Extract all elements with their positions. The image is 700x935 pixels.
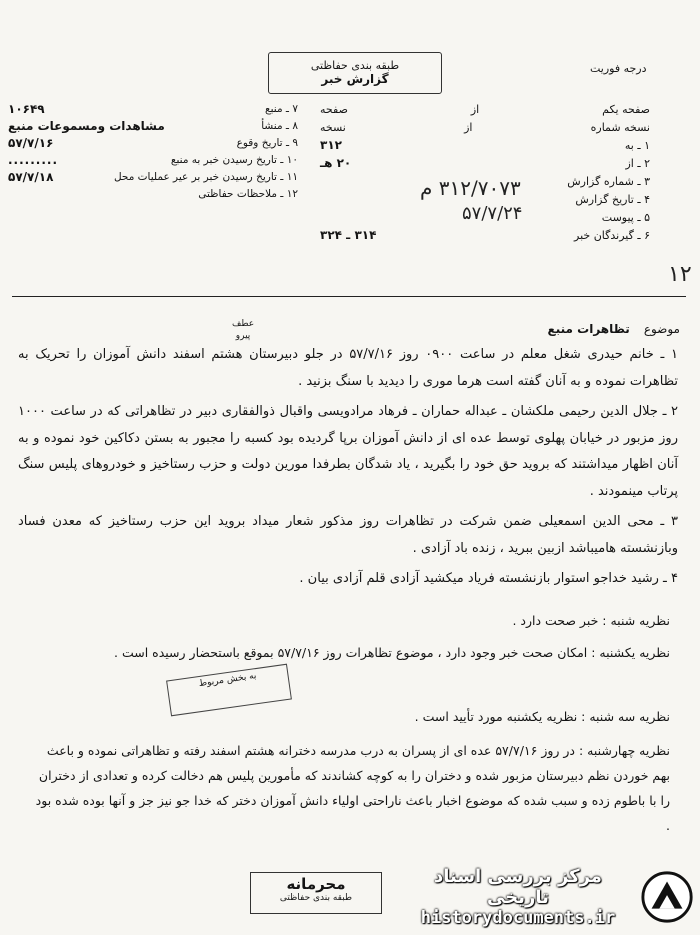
meta-row bbox=[320, 226, 650, 244]
meta-label: ۱ ـ به bbox=[624, 138, 650, 152]
meta-value: ۳۱۲ bbox=[320, 138, 342, 152]
meta-row bbox=[8, 134, 298, 151]
meta-row bbox=[8, 185, 298, 202]
body-paragraph: ۲ ـ جلال الدین رحیمی ملکشان ـ عبداله حماران ـ فرهاد مرادویسی واقبال ذوالفقاری دبیر در تظاهراتی که در ساعت ۱۰۰۰ روز مزبور در خیابان پهلوی توسط عده ای از دانش آموزان برپا گردیده بود کسبه را مجبور به بستن دکاکین خود نموده و به آنان اظهار میداشتند که بروید حق خود را بگیرید ، یاد شدگان بطرفدا مورین دولت و حزب رستاخیز و خودروهای پلیس سنگ پرتاب مینمودند . bbox=[18, 404, 678, 499]
meta-value: ۳۱۴ ـ ۳۲۴ bbox=[320, 228, 377, 242]
opinion-saturday: نظریه شنبه : خبر صحت دارد . bbox=[512, 613, 670, 628]
meta-label: ۸ ـ منشأ bbox=[261, 119, 298, 132]
meta-label: از bbox=[464, 120, 473, 134]
handwritten-report-number: ۳۱۲/۷۰۷۳ م bbox=[420, 176, 521, 200]
meta-label: ۲ ـ از bbox=[625, 156, 650, 170]
meta-row bbox=[8, 151, 298, 168]
meta-value: ۵۷/۷/۱۸ bbox=[8, 169, 54, 184]
priority-label: درجه فوریت bbox=[590, 62, 647, 75]
meta-row bbox=[8, 100, 298, 117]
routing-stamp: به بخش مربوط bbox=[166, 664, 292, 717]
opinion-tuesday: نظریه سه شنبه : نظریه یکشنبه مورد تأیید است . bbox=[414, 709, 670, 724]
subject-label: موضوع bbox=[643, 322, 680, 336]
reference-labels bbox=[232, 318, 254, 342]
subject-value: تظاهرات منبع bbox=[547, 322, 630, 336]
classification-value: محرمانه bbox=[286, 875, 346, 893]
meta-label: ۵ ـ پیوست bbox=[601, 210, 650, 224]
meta-row bbox=[8, 117, 298, 134]
meta-row bbox=[8, 168, 298, 185]
meta-label: ۹ ـ تاریخ وقوع bbox=[236, 136, 298, 149]
meta-label: ۱۲ ـ ملاحظات حفاظتی bbox=[198, 187, 298, 200]
meta-label: ۴ ـ تاریخ گزارش bbox=[575, 192, 650, 206]
meta-left-block bbox=[8, 100, 298, 202]
meta-label: صفحه یکم bbox=[602, 102, 650, 116]
follow-up-label: پیرو bbox=[235, 331, 251, 341]
meta-label: ۱۱ ـ تاریخ رسیدن خبر بر عیر عملیات محل bbox=[113, 170, 298, 183]
copy-count-row bbox=[320, 118, 650, 136]
meta-value: ۵۷/۷/۱۶ bbox=[8, 135, 54, 150]
handwritten-report-date: ۵۷/۷/۲۴ bbox=[462, 203, 523, 224]
reference-label: عطف bbox=[232, 319, 255, 329]
meta-value: مشاهدات ومسموعات منبع bbox=[8, 118, 165, 133]
report-type-title: گزارش خبر bbox=[321, 72, 389, 86]
meta-label: نسخه شماره bbox=[590, 120, 650, 134]
meta-value: ۲۰ هـ bbox=[320, 156, 352, 170]
margin-handwritten-mark: ۱۲ bbox=[668, 262, 692, 287]
body-paragraph: ۳ ـ محی الدین اسمعیلی ضمن شرکت در تظاهرات روز مذکور شعار میداد بروید این حزب رستاخیز که معدن فساد وبازنشسته هامیباشد ازبین ببرید ، زنده باد آزادی . bbox=[18, 514, 678, 556]
classification-label: طبقه بندی حفاظتی bbox=[279, 893, 353, 903]
subject-row bbox=[260, 322, 680, 336]
report-body bbox=[18, 342, 678, 597]
meta-label: نسخه bbox=[320, 120, 346, 134]
meta-label: ۷ ـ منبع bbox=[265, 102, 298, 115]
stamp-classification-label: طبقه بندی حفاظتی bbox=[310, 59, 400, 72]
meta-label: ۱۰ ـ تاریخ رسیدن خبر به منبع bbox=[170, 153, 298, 166]
meta-value: ۱۰۶۴۹ bbox=[8, 101, 45, 116]
meta-row bbox=[320, 154, 650, 172]
classification-stamp bbox=[268, 52, 442, 94]
archive-logo-icon bbox=[640, 869, 694, 925]
opinion-sunday: نظریه یکشنبه : امکان صحت خبر وجود دارد ، موضوع تظاهرات روز ۵۷/۷/۱۶ بموقع باستحضار رسیده است . bbox=[114, 645, 670, 660]
header-divider bbox=[12, 296, 686, 297]
archive-watermark bbox=[404, 866, 694, 928]
body-paragraph: ۱ ـ خانم حیدری شغل معلم در ساعت ۰۹۰۰ روز ۵۷/۷/۱۶ در جلو دبیرستان هشتم اسفند دانش آموزان را تحریک به تظاهرات نموده و به آنان گفته است هرما موری را دیدید با سنگ بزنید . bbox=[18, 347, 678, 389]
meta-label: ۶ ـ گیرندگان خبر bbox=[574, 228, 650, 242]
bottom-classification-stamp bbox=[250, 872, 382, 914]
opinion-wednesday: نظریه چهارشنبه : در روز ۵۷/۷/۱۶ عده ای از پسران به درب مدرسه دخترانه هشتم اسفند رفته و تظاهراتی نموده و باعث بهم خوردن نظم دبیرستان مزبور شده و دختران را به کوچه کشاندند که مأمورین پلیس هم دخالت کرده و تعدادی از دختران را با باطوم زده و سبب شده که موضوع اخبار باعث ناراحتی اولیاء دانش آموزان دختر که خدا جو نیز جز و آنها بوده شده بود . bbox=[35, 743, 670, 833]
page-count-row bbox=[320, 100, 650, 118]
meta-label: ۳ ـ شماره گزارش bbox=[567, 174, 650, 188]
body-paragraph: ۴ ـ رشید خداجو استوار بازنشسته فریاد میکشید آزادی قلم آزادی بیان . bbox=[299, 571, 678, 586]
watermark-title: مرکز بررسی اسناد تاریخی bbox=[433, 866, 602, 908]
watermark-text bbox=[404, 866, 632, 928]
meta-row bbox=[320, 136, 650, 154]
meta-value: ......... bbox=[8, 152, 59, 167]
meta-label: از bbox=[470, 102, 480, 116]
meta-label: صفحه bbox=[320, 102, 348, 116]
watermark-url: historydocuments.ir bbox=[420, 908, 616, 928]
